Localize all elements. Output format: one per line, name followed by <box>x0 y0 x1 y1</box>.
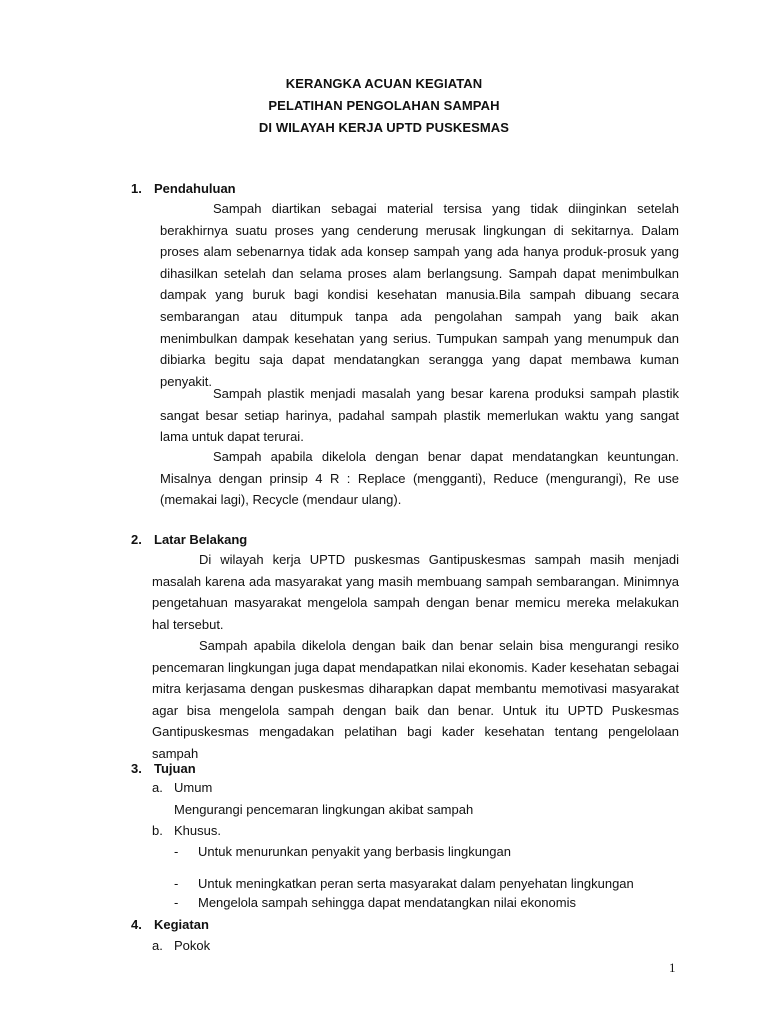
doc-title-line-1: KERANGKA ACUAN KEGIATAN <box>285 76 483 91</box>
pendahuluan-paragraph-2: Sampah plastik menjadi masalah yang besar karena produksi sampah plastik sangat besar setiap harinya, padahal sampah plastik memerlukan waktu yang sangat lama untuk dapat terurai. <box>160 386 679 445</box>
list-item-text: Untuk menurunkan penyakit yang berbasis lingkungan <box>198 844 511 859</box>
list-item-label: Pokok <box>174 938 211 953</box>
pendahuluan-paragraph-3: Sampah apabila dikelola dengan benar dapat mendatangkan keuntungan. Misalnya dengan prinsip 4 R : Replace (mengganti), Reduce (mengurangi), Re use (memakai lagi), Recycle (mendaur ulang). <box>160 449 679 508</box>
list-marker: a. <box>152 938 163 953</box>
dash-marker: - <box>174 876 179 891</box>
dash-marker: - <box>174 844 179 859</box>
latar-belakang-paragraph-2: Sampah apabila dikelola dengan baik dan benar selain bisa mengurangi resiko pencemaran lingkungan juga dapat mendapatkan nilai ekonomis. Kader kesehatan sebagai mitra kerjasama dengan puskesmas diharapkan dapat membantu memotivasi masyarakat agar bisa mengelola sampah dengan baik dan benar. Untuk itu UPTD Puskesmas Gantipuskesmas mengadakan pelatihan bagi kader kesehatan tentang pengelolaan sampah <box>152 638 679 761</box>
list-item-label: Khusus. <box>174 823 221 838</box>
list-item-text: Untuk meningkatkan peran serta masyarakat dalam penyehatan lingkungan <box>198 876 634 891</box>
page-number: 1 <box>669 960 676 975</box>
pendahuluan-paragraph-1: Sampah diartikan sebagai material tersisa yang tidak diinginkan setelah berakhirnya suatu proses yang cenderung merusak lingkungan di sekitarnya. Dalam proses alam sebenarnya tidak ada konsep sampah yang ada hanya produk-prosuk yang dihasilkan setelah dan selama proses alam berlangsung. Sampah dapat menimbulkan dampak yang buruk bagi kondisi kesehatan manusia.Bila sampah dibuang secara sembarangan atau ditumpuk tanpa ada pengolahan sampah yang baik akan menimbulkan dampak kesehatan yang serius. Tumpukan sampah yang menumpuk dan dibiarka begitu saja dapat mendatangkan serangga yang dapat membawa kuman penyakit. <box>160 201 679 389</box>
section-title: Kegiatan <box>154 917 209 932</box>
list-marker: a. <box>152 780 163 795</box>
latar-belakang-paragraph-1: Di wilayah kerja UPTD puskesmas Gantipuskesmas sampah masih menjadi masalah karena ada masyarakat yang masih membuang sampah sembarangan. Minimnya pengetahuan masyarakat mengelola sampah dengan benar memicu mereka melakukan hal tersebut. <box>152 552 679 632</box>
section-number: 1. <box>131 181 142 196</box>
section-number: 2. <box>131 532 142 547</box>
section-title: Latar Belakang <box>154 532 248 547</box>
doc-title-line-2: PELATIHAN PENGOLAHAN SAMPAH <box>268 98 500 113</box>
section-title: Pendahuluan <box>154 181 236 196</box>
list-marker: b. <box>152 823 163 838</box>
doc-title-line-3: DI WILAYAH KERJA UPTD PUSKESMAS <box>258 120 510 135</box>
tujuan-umum-text: Mengurangi pencemaran lingkungan akibat sampah <box>174 802 474 817</box>
list-item-label: Umum <box>174 780 213 795</box>
dash-marker: - <box>174 895 179 910</box>
section-number: 4. <box>131 917 142 932</box>
section-title: Tujuan <box>154 761 196 776</box>
list-item-text: Mengelola sampah sehingga dapat mendatangkan nilai ekonomis <box>198 895 576 910</box>
section-number: 3. <box>131 761 142 776</box>
